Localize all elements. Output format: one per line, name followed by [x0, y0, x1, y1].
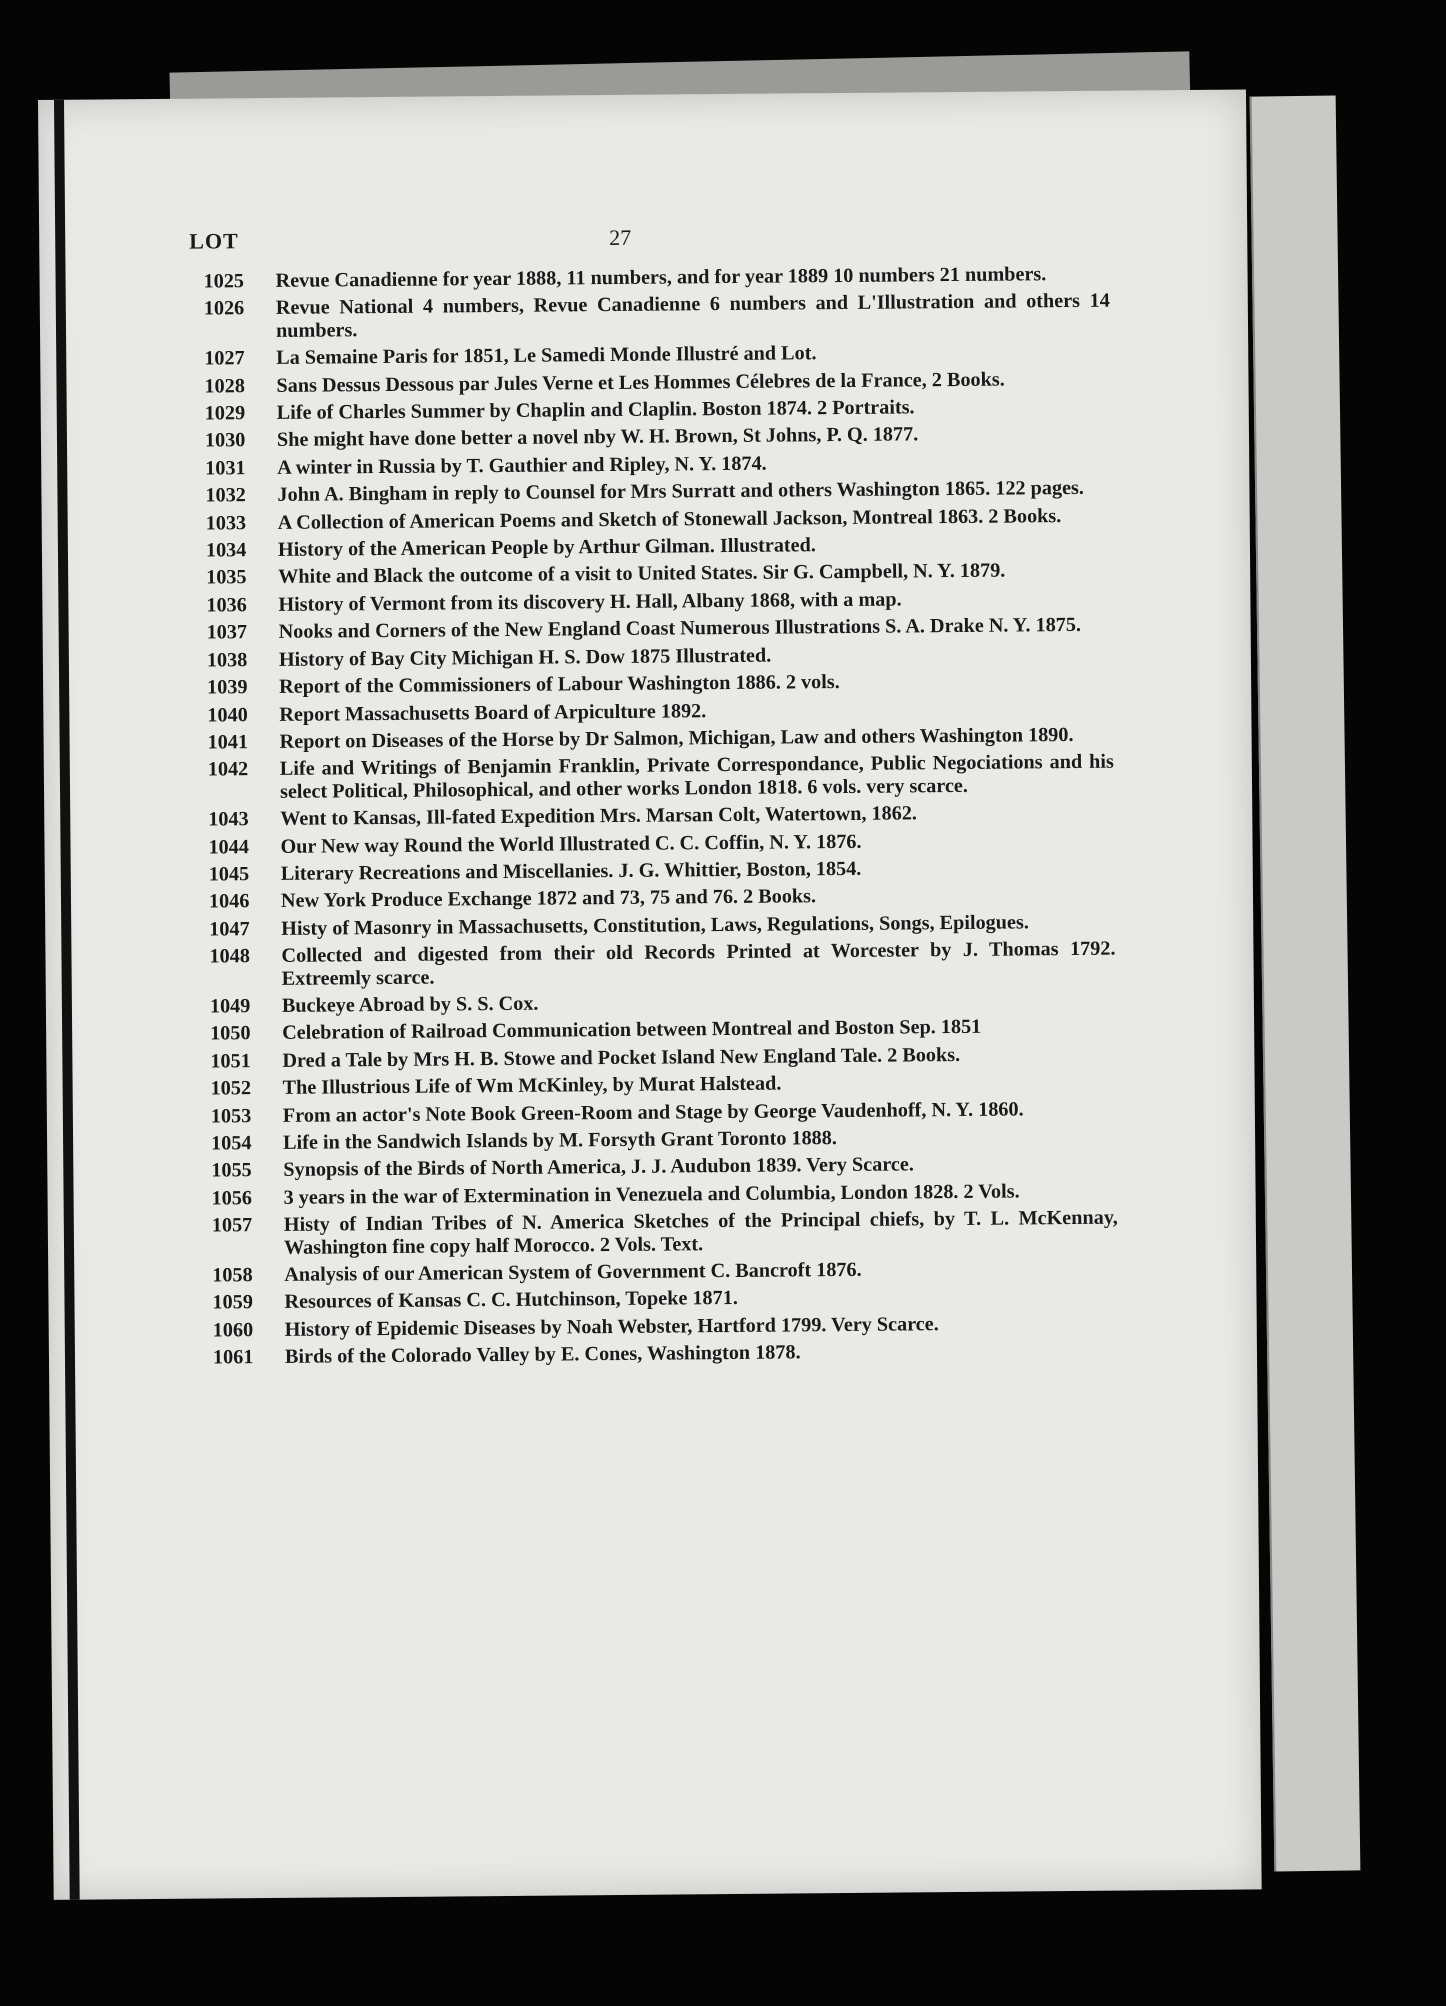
- lot-description: Birds of the Colorado Valley by E. Cones, Washington 1878.: [284, 1341, 801, 1369]
- lot-number: 1046: [208, 890, 250, 913]
- lot-description: Life in the Sandwich Islands by M. Forsyth Grant Toronto 1888.: [283, 1127, 837, 1154]
- lot-description: Life and Writings of Benjamin Franklin, Private Correspondance, Public Negociations and his select Political, Philosophical, and other works London 1818. 6 vols. very scarce.: [279, 750, 1114, 803]
- lot-entry: [189, 263, 1109, 293]
- lot-entry: [194, 801, 1114, 831]
- lot-description: Resources of Kansas C. C. Hutchinson, Topeke 1871.: [284, 1287, 738, 1314]
- lot-entry: [195, 883, 1115, 913]
- lot-description: From an actor's Note Book Green-Room and Stage by George Vaudenhoff, N. Y. 1860.: [282, 1098, 1024, 1127]
- lot-column-heading: LOT: [189, 228, 239, 254]
- lot-description: Histy of Indian Tribes of N. America Sketches of the Principal chiefs, by T. L. McKennay, Washington fine copy half Morocco. 2 Vols. Text.: [283, 1206, 1118, 1259]
- lot-description: Revue National 4 numbers, Revue Canadienne 6 numbers and L'Illustration and others 14 numbers.: [275, 290, 1110, 342]
- lot-entry: [193, 614, 1113, 644]
- lot-number: 1035: [206, 566, 247, 590]
- lot-entry: [194, 828, 1114, 858]
- lot-entry: [191, 477, 1111, 507]
- lot-description: John A. Bingham in reply to Counsel for Mrs Surratt and others Washington 1865. 122 pages.: [277, 477, 1085, 507]
- lot-entry: [193, 696, 1113, 726]
- lot-entry: [198, 1207, 1118, 1260]
- lot-number: 1027: [204, 347, 245, 370]
- lot-entry: [195, 938, 1115, 991]
- lot-entry: [193, 641, 1113, 671]
- lot-description: New York Produce Exchange 1872 and 73, 75 and 76. 2 Books.: [280, 885, 817, 913]
- lot-description: Collected and digested from their old Records Printed at Worcester by J. Thomas 1792. Extreemly scarce.: [281, 937, 1116, 990]
- lot-description: Report Massachusetts Board of Arpiculture 1892.: [279, 699, 707, 726]
- lot-description: Synopsis of the Birds of North America, J. J. Audubon 1839. Very Scarce.: [283, 1153, 914, 1182]
- lot-number: 1053: [210, 1104, 252, 1128]
- lot-description: The Illustrious Life of Wm McKinley, by Murat Halstead.: [282, 1072, 782, 1100]
- lot-number: 1055: [211, 1159, 252, 1182]
- lot-entry: [195, 910, 1115, 940]
- lot-entry: [192, 532, 1112, 562]
- lot-number: 1039: [207, 676, 248, 699]
- lot-description: Analysis of our American System of Government C. Bancroft 1876.: [284, 1258, 862, 1286]
- lot-entry: [195, 856, 1115, 886]
- lot-description: La Semaine Paris for 1851, Le Samedi Monde Illustré and Lot.: [276, 342, 817, 370]
- lot-number: 1043: [208, 808, 249, 831]
- lot-description: Report of the Commissioners of Labour Washington 1886. 2 vols.: [279, 671, 840, 699]
- lot-description: Buckeye Abroad by S. S. Cox.: [281, 992, 539, 1017]
- lot-number: 1049: [209, 995, 251, 1018]
- lot-description: History of the American People by Arthur Gilman. Illustrated.: [277, 534, 816, 561]
- lot-description: History of Bay City Michigan H. S. Dow 1875 Illustrated.: [278, 644, 772, 671]
- lot-description: Sans Dessus Dessous par Jules Verne et Les Hommes Célebres de la France, 2 Books.: [276, 368, 1005, 397]
- lot-description: Life of Charles Summer by Chaplin and Claplin. Boston 1874. 2 Portraits.: [276, 396, 915, 424]
- lot-list: [189, 263, 1119, 1370]
- lot-entry: [198, 1284, 1118, 1314]
- lot-entry: [190, 290, 1110, 343]
- lot-number: 1040: [207, 703, 248, 727]
- lot-number: 1031: [205, 457, 246, 480]
- lot-number: 1058: [212, 1264, 253, 1287]
- page-number: 27: [609, 224, 632, 251]
- lot-entry: [194, 751, 1114, 804]
- lot-description: A winter in Russia by T. Gauthier and Ripley, N. Y. 1874.: [277, 452, 767, 479]
- lot-number: 1052: [210, 1077, 252, 1100]
- lot-entry: [196, 1042, 1116, 1072]
- lot-number: 1060: [212, 1319, 254, 1342]
- lot-number: 1050: [210, 1022, 251, 1045]
- lot-description: She might have done better a novel nby W. H. Brown, St Johns, P. Q. 1877.: [276, 423, 919, 452]
- lot-description: Nooks and Corners of the New England Coast Numerous Illustrations S. A. Drake N. Y. 1875.: [278, 614, 1082, 644]
- lot-entry: [190, 367, 1110, 397]
- lot-number: 1032: [205, 484, 246, 507]
- lot-number: 1057: [211, 1214, 253, 1237]
- lot-entry: [192, 559, 1112, 589]
- page-header: [189, 221, 1109, 263]
- lot-number: 1056: [211, 1186, 253, 1210]
- page-content: [189, 221, 1119, 1375]
- lot-description: Revue Canadienne for year 1888, 11 numbers, and for year 1889 10 numbers 21 numbers.: [275, 263, 1047, 292]
- lot-number: 1059: [212, 1291, 253, 1314]
- binding-edge: [54, 100, 80, 1900]
- lot-number: 1048: [209, 945, 250, 968]
- lot-entry: [192, 587, 1112, 617]
- lot-entry: [199, 1339, 1119, 1369]
- lot-description: Dred a Tale by Mrs H. B. Stowe and Pocket Island New England Tale. 2 Books.: [282, 1043, 961, 1072]
- lot-description: 3 years in the war of Extermination in Venezuela and Columbia, London 1828. 2 Vols.: [283, 1180, 1020, 1209]
- lot-number: 1038: [206, 648, 248, 672]
- lot-number: 1037: [206, 621, 248, 644]
- lot-number: 1029: [204, 402, 246, 425]
- lot-number: 1044: [208, 835, 249, 859]
- lot-entry: [196, 988, 1116, 1018]
- lot-description: Report on Diseases of the Horse by Dr Salmon, Michigan, Law and others Washington 1890.: [279, 723, 1074, 753]
- lot-number: 1036: [206, 594, 247, 617]
- catalog-page: [38, 89, 1262, 1899]
- lot-number: 1045: [208, 863, 250, 886]
- lot-entry: [199, 1311, 1119, 1341]
- lot-description: History of Vermont from its discovery H. Hall, Albany 1868, with a map.: [278, 588, 902, 616]
- lot-number: 1033: [205, 511, 247, 535]
- lot-entry: [190, 340, 1110, 370]
- lot-entry: [197, 1179, 1117, 1209]
- lot-entry: [191, 422, 1111, 452]
- lot-number: 1025: [203, 270, 245, 293]
- lot-entry: [197, 1070, 1117, 1100]
- lot-number: 1061: [212, 1346, 254, 1369]
- lot-entry: [197, 1125, 1117, 1155]
- lot-entry: [197, 1152, 1117, 1182]
- lot-entry: [192, 504, 1112, 534]
- lot-number: 1051: [210, 1049, 251, 1073]
- lot-description: Our New way Round the World Illustrated C. C. Coffin, N. Y. 1876.: [280, 830, 862, 858]
- lot-entry: [194, 724, 1114, 754]
- lot-description: Celebration of Railroad Communication between Montreal and Boston Sep. 1851: [282, 1016, 982, 1045]
- lot-entry: [197, 1097, 1117, 1127]
- lot-number: 1042: [207, 758, 249, 781]
- lot-entry: [191, 395, 1111, 425]
- lot-entry: [191, 449, 1111, 479]
- lot-number: 1026: [203, 297, 245, 320]
- lot-entry: [193, 669, 1113, 699]
- lot-number: 1041: [207, 731, 249, 754]
- lot-number: 1054: [211, 1132, 252, 1155]
- back-page-edge: [1250, 95, 1361, 1871]
- lot-number: 1047: [209, 917, 250, 941]
- lot-description: A Collection of American Poems and Sketch of Stonewall Jackson, Montreal 1863. 2 Books.: [277, 504, 1062, 534]
- lot-entry: [196, 1015, 1116, 1045]
- lot-description: White and Black the outcome of a visit to United States. Sir G. Campbell, N. Y. 1879.: [278, 560, 1006, 589]
- lot-description: Went to Kansas, Ill-fated Expedition Mrs. Marsan Colt, Watertown, 1862.: [280, 802, 918, 831]
- lot-number: 1030: [204, 429, 246, 452]
- lot-description: History of Epidemic Diseases by Noah Webster, Hartford 1799. Very Scarce.: [284, 1313, 939, 1341]
- lot-description: Literary Recreations and Miscellanies. J. G. Whittier, Boston, 1854.: [280, 857, 862, 885]
- lot-entry: [198, 1257, 1118, 1287]
- lot-number: 1028: [204, 374, 245, 398]
- lot-number: 1034: [205, 539, 247, 562]
- lot-description: Histy of Masonry in Massachusetts, Constitution, Laws, Regulations, Songs, Epilogues.: [281, 911, 1029, 940]
